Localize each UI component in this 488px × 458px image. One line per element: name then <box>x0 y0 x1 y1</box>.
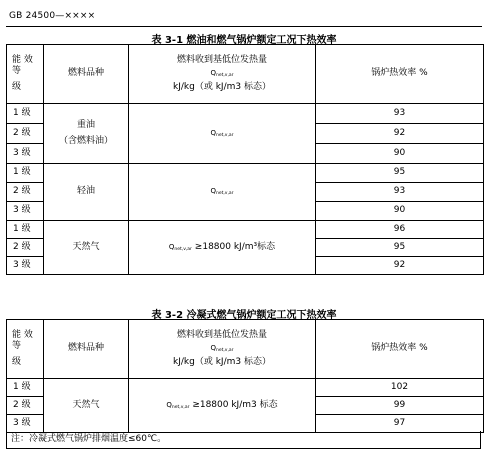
fuel-cell-natural-gas: 天然气 <box>44 379 129 433</box>
header-heat-value: 燃料收到基低位发热量 $Q_{net,v,ar}$ kJ/kg（或 kJ/m3 标态） <box>129 320 316 379</box>
table-row: 2 级 92 <box>7 124 484 144</box>
table-row: 3 级 90 <box>7 144 484 164</box>
table-row: 3 级 92 <box>7 257 484 275</box>
header-fuel: 燃料品种 <box>44 45 129 104</box>
table-note: 注：冷凝式燃气锅炉排烟温度≤60℃。 <box>6 431 481 449</box>
fuel-cell-heavy-oil: 重油 （含燃料油） <box>44 104 129 164</box>
table-3-1 <box>6 44 484 275</box>
table-row: 2 级 93 <box>7 183 484 202</box>
table-row: 3 级 90 <box>7 202 484 221</box>
q-net-symbol: $Q_{net,v,ar}$ <box>210 69 234 79</box>
q-net-symbol: $Q_{net,v,ar}$ <box>210 128 234 138</box>
table-row: 2 级 95 <box>7 239 484 257</box>
table-3-2 <box>6 319 484 433</box>
heat-value-cell: $Q_{net,v,ar} \ge 18800$ kJ/m³标态 <box>129 221 316 275</box>
header-level: 能 效 等 级 <box>7 320 44 379</box>
heat-value-cell <box>129 164 316 221</box>
fuel-cell-natural-gas: 天然气 <box>44 221 129 275</box>
table-row: 1 级 轻油 $Q_{net,v,ar}$ 95 <box>7 164 484 183</box>
heat-value-cell: $Q_{net,v,ar} \ge 18800$ kJ/m3 标态 <box>129 379 316 433</box>
header-efficiency: 锅炉热效率 % <box>316 45 484 104</box>
fuel-cell-light-oil: 轻油 <box>44 164 129 221</box>
table-3-1-title: 表 3-1 燃油和燃气锅炉额定工况下热效率 <box>151 35 337 46</box>
table-row: 1 级 天然气 $Q_{net,v,ar} \ge 18800$ kJ/m3 标态 102 <box>7 379 484 397</box>
heat-value-cell <box>129 104 316 164</box>
q-net-symbol: $Q_{net,v,ar}$ <box>210 187 234 197</box>
table-row: 1 级 天然气 $Q_{net,v,ar} \ge 18800$ kJ/m³标态 96 <box>7 221 484 239</box>
table-3-2-title: 表 3-2 冷凝式燃气锅炉额定工况下热效率 <box>151 310 337 321</box>
header-divider <box>6 26 482 27</box>
header-fuel: 燃料品种 <box>44 320 129 379</box>
q-net-symbol: $Q_{net,v,ar}$ <box>166 400 190 410</box>
table-header-row <box>7 320 484 379</box>
table-header-row <box>7 45 484 104</box>
table-row: 3 级 97 <box>7 415 484 433</box>
table-row: 1 级 重油 （含燃料油） $Q_{net,v,ar}$ 93 <box>7 104 484 124</box>
q-net-symbol: $Q_{net,v,ar}$ <box>210 344 234 354</box>
header-efficiency: 锅炉热效率 % <box>316 320 484 379</box>
header-heat-value: 燃料收到基低位发热量 $Q_{net,v,ar}$ kJ/kg（或 kJ/m3 标态） <box>129 45 316 104</box>
table-row: 2 级 99 <box>7 397 484 415</box>
q-net-symbol: $Q_{net,v,ar}$ <box>168 242 192 252</box>
standard-number: GB 24500—×××× <box>9 11 96 21</box>
header-level: 能 效 等 级 <box>7 45 44 104</box>
